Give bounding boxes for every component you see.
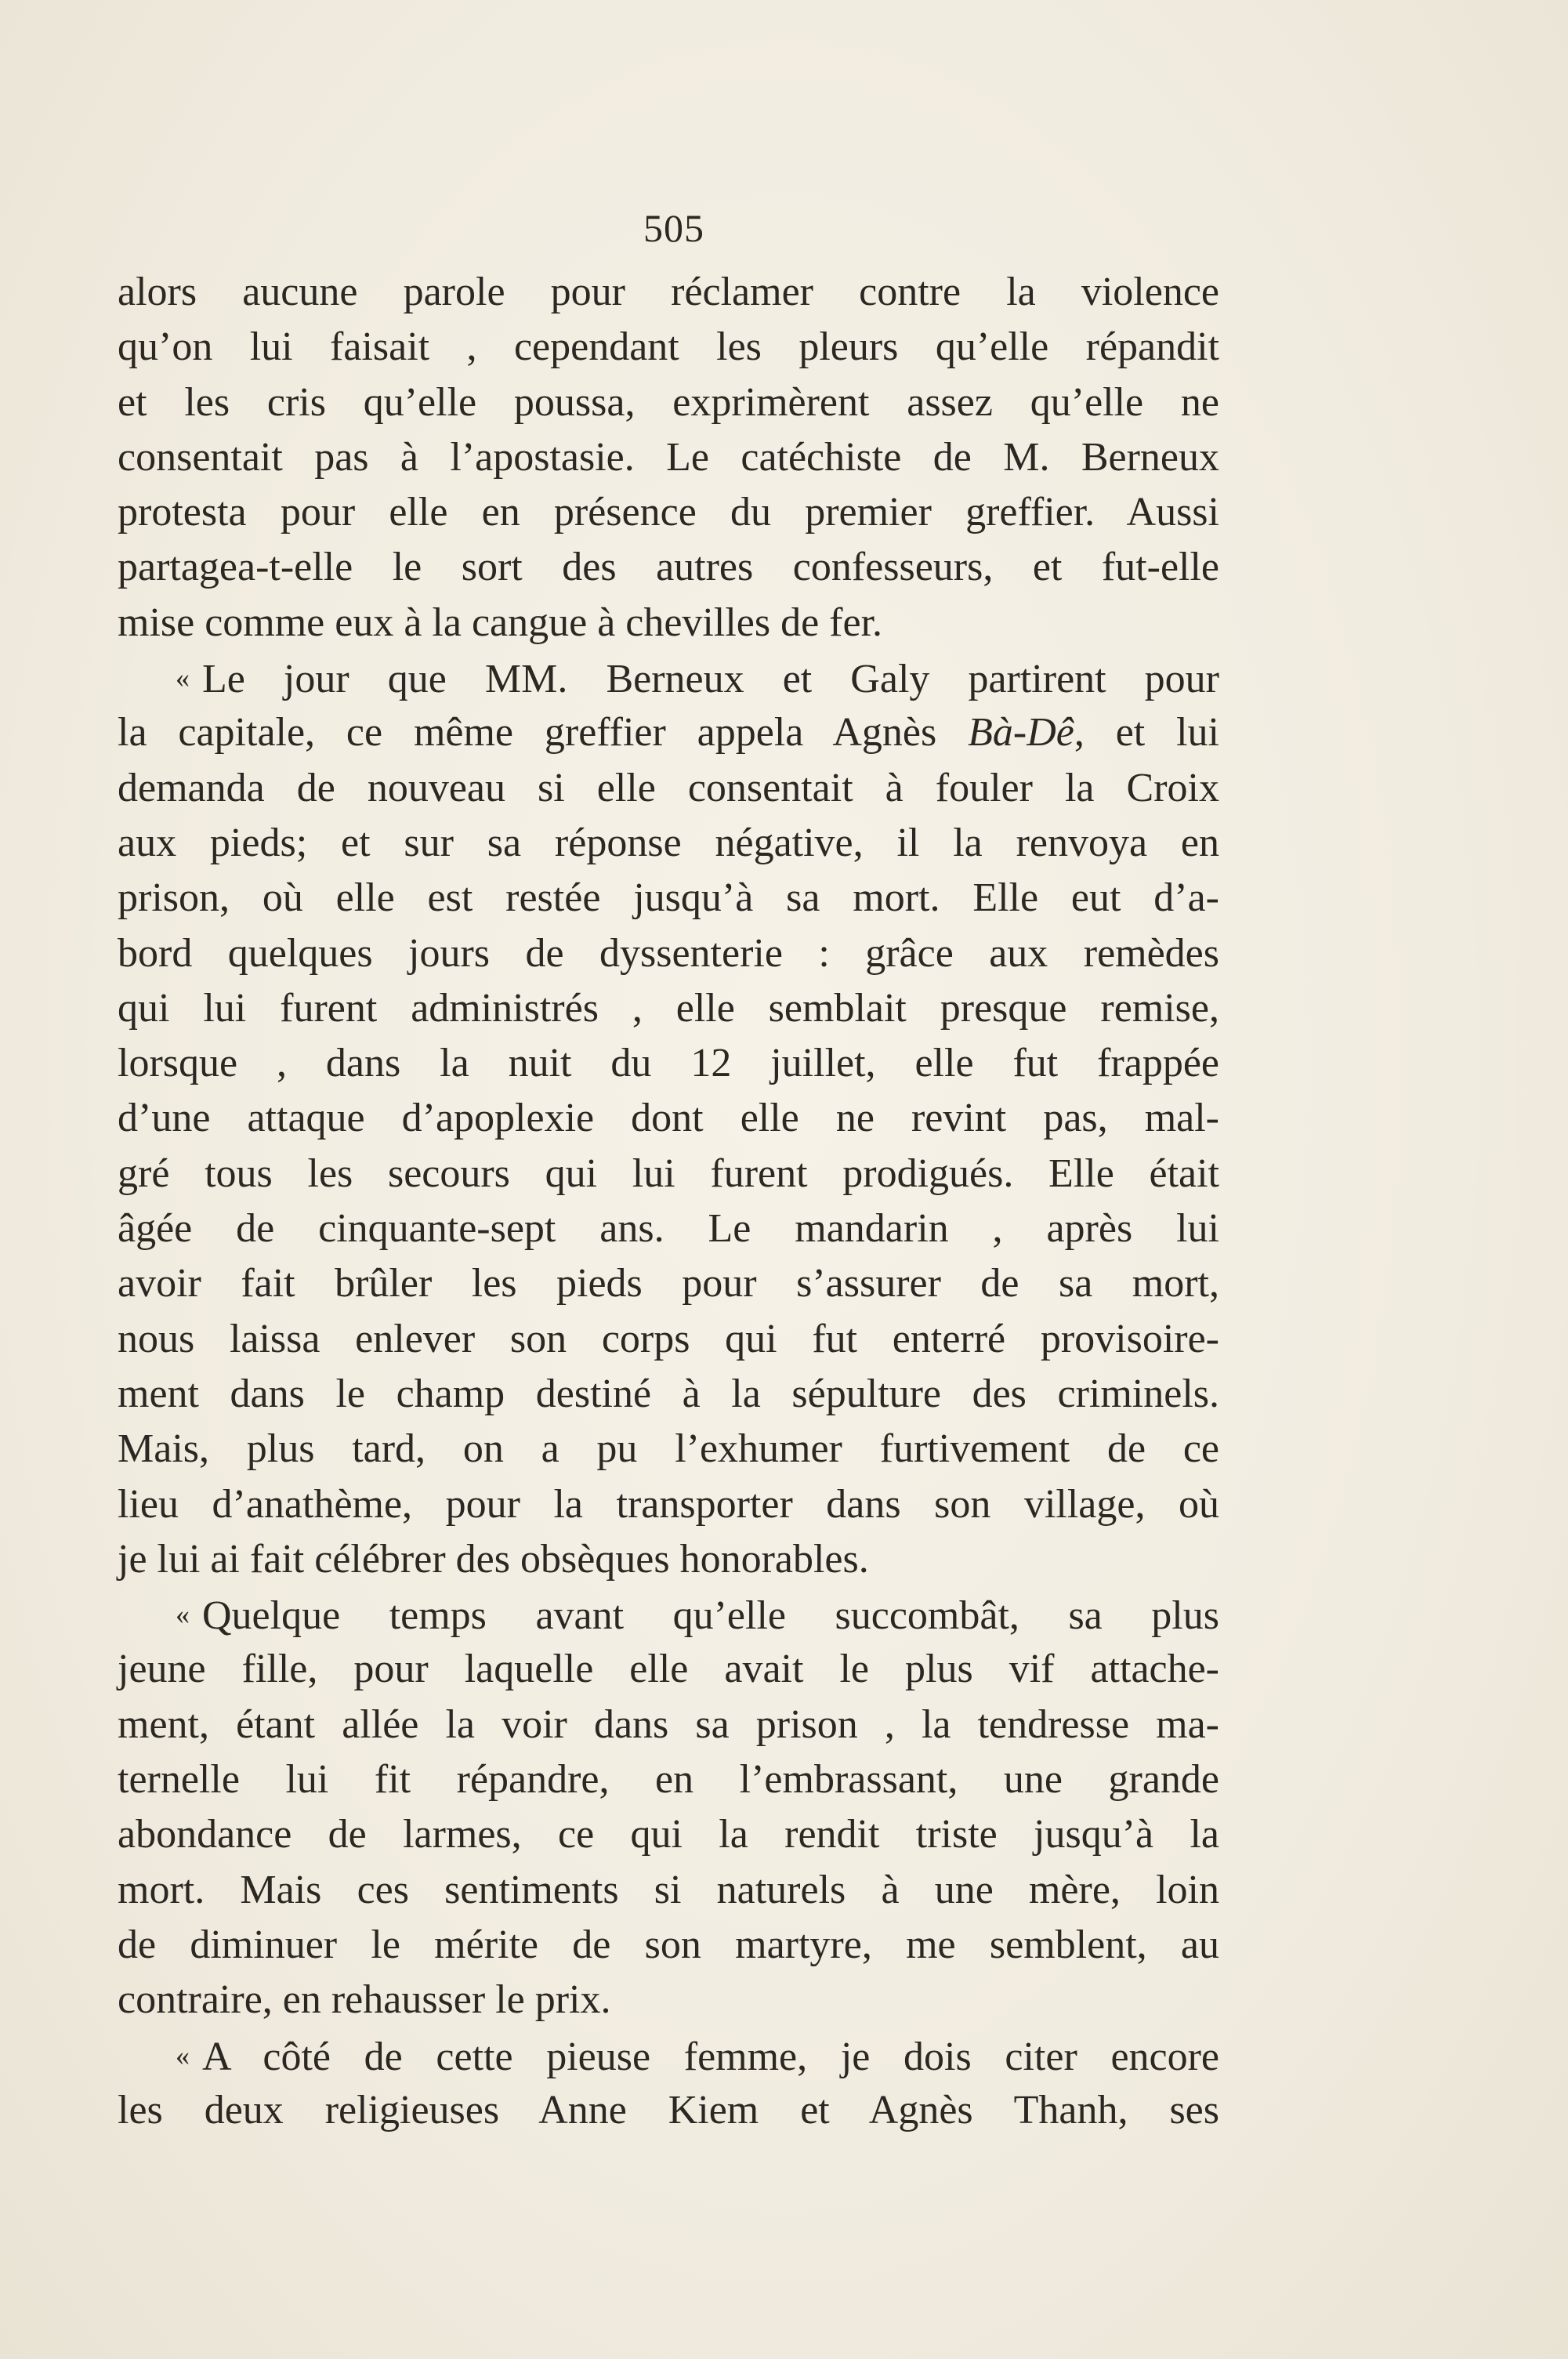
text-line: aux pieds; et sur sa réponse négative, il la renvoya en xyxy=(118,820,1219,865)
paragraph-start-line xyxy=(118,650,1219,705)
text-line: mise comme eux à la cangue à chevilles de fer. xyxy=(118,600,883,645)
text-line: ment, étant allée la voir dans sa prison , la tendresse ma- xyxy=(118,1701,1219,1747)
line-text: Quelque temps avant qu’elle succombât, sa plus xyxy=(202,1593,1219,1639)
text-line: qu’on lui faisait , cependant les pleurs qu’elle répandit xyxy=(118,324,1219,370)
page-number: 505 xyxy=(643,206,704,250)
text-line: demanda de nouveau si elle consentait à fouler la Croix xyxy=(118,765,1219,810)
text-line: gré tous les secours qui lui furent prodigués. Elle était xyxy=(118,1151,1219,1196)
opening-quote-mark: « xyxy=(176,662,190,694)
text-line: alors aucune parole pour réclamer contre la violence xyxy=(118,270,1219,314)
text-line: les deux religieuses Anne Kiem et Agnès Thanh, ses xyxy=(118,2087,1219,2133)
line-text: Le jour que MM. Berneux et Galy partirent pour xyxy=(202,657,1219,702)
line-text: A côté de cette pieuse femme, je dois citer encore xyxy=(202,2034,1219,2079)
text-line: lorsque , dans la nuit du 12 juillet, elle fut frappée xyxy=(118,1041,1219,1086)
text-line: contraire, en rehausser le prix. xyxy=(118,1977,611,2023)
text-line: jeune fille, pour laquelle elle avait le plus vif attache- xyxy=(118,1647,1219,1692)
text-line: et les cris qu’elle poussa, exprimèrent assez qu’elle ne xyxy=(118,379,1219,425)
line-text-after-italic: , et lui xyxy=(1074,710,1220,756)
paragraph-start-line xyxy=(118,2028,1219,2083)
italic-name: Bà-Dê xyxy=(968,710,1074,756)
text-line: mort. Mais ces sentiments si naturels à une mère, loin xyxy=(118,1867,1219,1912)
text-line: âgée de cinquante-sept ans. Le mandarin , après lui xyxy=(118,1206,1219,1252)
text-line: nous laissa enlever son corps qui fut enterré provisoire- xyxy=(118,1316,1219,1361)
text-line: ment dans le champ destiné à la sépulture des criminels. xyxy=(118,1371,1219,1416)
opening-quote-mark: « xyxy=(176,2039,190,2071)
text-line: lieu d’anathème, pour la transporter dans son village, où xyxy=(118,1481,1219,1527)
paragraph-start-line xyxy=(118,1587,1219,1642)
text-line: je lui ai fait célébrer des obsèques honorables. xyxy=(118,1536,869,1582)
text-line: partagea-t-elle le sort des autres confesseurs, et fut-elle xyxy=(118,545,1219,590)
text-line-with-italic xyxy=(118,705,1219,760)
text-line: protesta pour elle en présence du premier greffier. Aussi xyxy=(118,490,1219,535)
text-line: d’une attaque d’apoplexie dont elle ne revint pas, mal- xyxy=(118,1096,1219,1141)
text-line: abondance de larmes, ce qui la rendit triste jusqu’à la xyxy=(118,1812,1219,1857)
text-line: qui lui furent administrés , elle semblait presque remise, xyxy=(118,985,1219,1031)
text-line: ternelle lui fit répandre, en l’embrassant, une grande xyxy=(118,1757,1219,1803)
text-line: prison, où elle est restée jusqu’à sa mort. Elle eut d’a- xyxy=(118,875,1219,921)
text-line: de diminuer le mérite de son martyre, me semblent, au xyxy=(118,1922,1219,1967)
text-line: bord quelques jours de dyssenterie : grâce aux remèdes xyxy=(118,930,1219,976)
text-line: avoir fait brûler les pieds pour s’assurer de sa mort, xyxy=(118,1261,1219,1306)
line-text: la capitale, ce même greffier appela Agnès xyxy=(118,710,937,756)
text-line: consentait pas à l’apostasie. Le catéchiste de M. Berneux xyxy=(118,434,1219,480)
body-text xyxy=(118,265,1219,2138)
text-line: Mais, plus tard, on a pu l’exhumer furtivement de ce xyxy=(118,1426,1219,1472)
opening-quote-mark: « xyxy=(176,1599,190,1631)
